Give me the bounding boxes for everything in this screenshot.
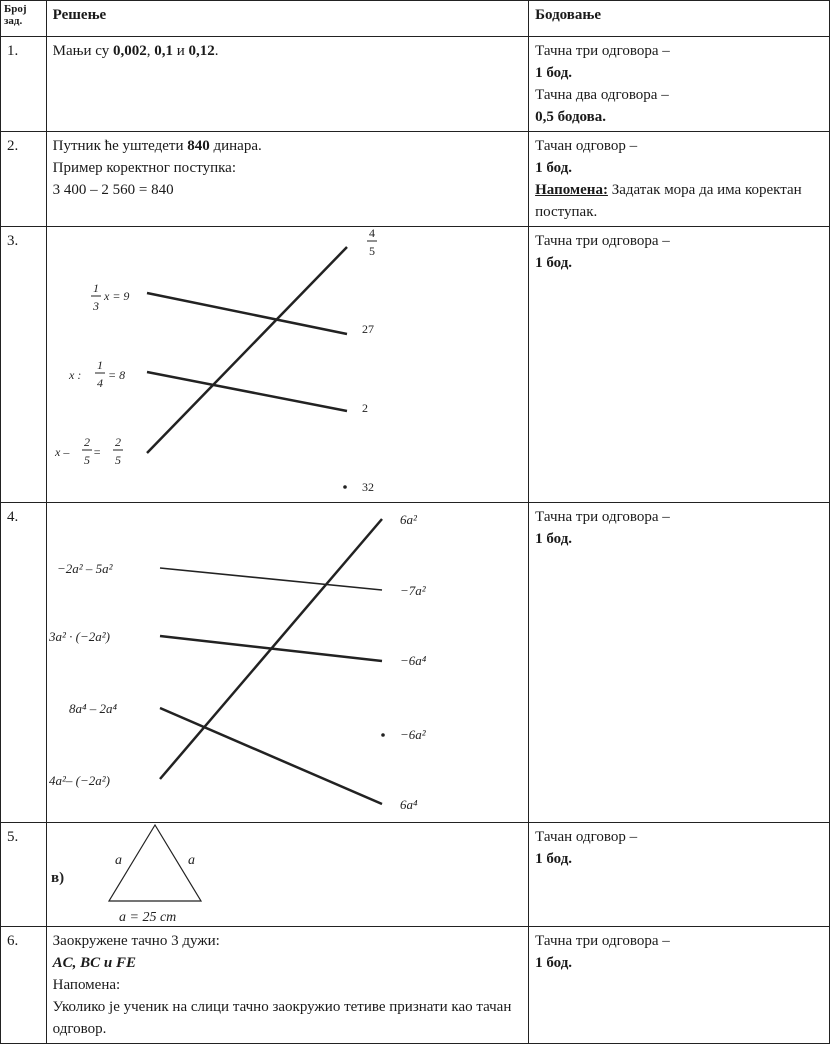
answer-4-5-numerator: 4 — [368, 226, 375, 240]
task-row-4 — [1, 503, 830, 823]
match-line-2 — [147, 372, 347, 411]
scoring-points: 1 бод. — [535, 160, 573, 176]
triangle-diagram — [47, 823, 512, 923]
procedure-label: Пример коректног поступка: — [52, 160, 236, 176]
matching-cell — [46, 227, 528, 503]
scoring-line: Тачна три одговора – — [535, 43, 670, 59]
equation-3-prefix: x – — [54, 445, 69, 459]
scoring-line: Тачна три одговора – — [535, 509, 670, 525]
header-row — [1, 1, 830, 37]
separator: , — [146, 43, 155, 59]
expression-2: 3a² · (−2a²) — [48, 629, 110, 644]
scoring-points: 1 бод. — [535, 531, 573, 547]
equation-3-numerator: 2 — [83, 435, 90, 449]
scoring-cell — [529, 227, 830, 503]
separator: и — [172, 43, 189, 59]
result-5: 6a⁴ — [399, 797, 418, 812]
solution-cell — [46, 37, 528, 132]
base-label: a = 25 cm — [118, 910, 176, 925]
answer-27: 27 — [361, 322, 374, 336]
solution-text: Заокружене тачно 3 дужи: — [52, 933, 220, 949]
answer-segments: AC, BC и FE — [52, 955, 137, 971]
answer-2: 2 — [361, 401, 368, 415]
answer-4-5-denominator: 5 — [368, 244, 375, 258]
solution-text: Путник ће уштедети — [52, 138, 188, 154]
scoring-points: 1 бод. — [535, 65, 573, 81]
task-row-3 — [1, 227, 830, 503]
answer-value: 840 — [187, 138, 210, 154]
match-line-4 — [160, 519, 382, 779]
answer-32-dot — [343, 485, 347, 489]
equation-1-numerator: 1 — [92, 281, 99, 295]
result-4: −6a² — [399, 727, 426, 742]
scoring-cell — [529, 132, 830, 227]
scoring-line: Тачна два одговора – — [535, 87, 669, 103]
triangle-cell — [46, 823, 528, 927]
scoring-points: 1 бод. — [535, 851, 573, 867]
match-line-1 — [160, 568, 382, 590]
expression-4: 4a²– (−2a²) — [48, 773, 110, 788]
note-text: Уколико је ученик на слици тачно заокружио тетиве признати као тачан одговор. — [52, 999, 512, 1037]
scoring-cell — [529, 503, 830, 823]
task-number: 3. — [1, 227, 47, 503]
equation-1-rest: x = 9 — [103, 289, 130, 303]
note-label: Напомена: — [52, 977, 121, 993]
result-1: 6a² — [399, 512, 417, 527]
task-number: 4. — [1, 503, 47, 823]
solution-cell — [46, 927, 528, 1044]
scoring-cell — [529, 823, 830, 927]
side-label-left: a — [114, 853, 122, 868]
task-row-6 — [1, 927, 830, 1044]
scoring-points: 1 бод. — [535, 955, 573, 971]
equation-3-rhs-denominator: 5 — [114, 453, 121, 467]
answer-value: 0,12 — [188, 43, 215, 59]
task-number: 1. — [1, 37, 47, 132]
equation-3-denominator: 5 — [83, 453, 90, 467]
task-row-5 — [1, 823, 830, 927]
matching-cell — [46, 503, 528, 823]
header-scoring: Бодовање — [529, 1, 830, 37]
solution-text: Мањи су — [52, 43, 113, 59]
task-number: 2. — [1, 132, 47, 227]
solution-text: динара. — [209, 138, 262, 154]
match-line-3 — [160, 708, 382, 804]
scoring-line: Тачан одговор – — [535, 138, 638, 154]
solution-cell — [46, 132, 528, 227]
equation-2-prefix: x : — [68, 368, 81, 382]
result-2: −7a² — [399, 583, 426, 598]
period: . — [214, 43, 219, 59]
matching-diagram-4 — [47, 503, 512, 821]
equation-3-rhs-numerator: 2 — [114, 435, 121, 449]
header-solution: Решење — [46, 1, 528, 37]
result-4-dot — [381, 733, 385, 737]
equation-3-equals: = — [92, 445, 101, 459]
scoring-line: Тачан одговор – — [535, 829, 638, 845]
task-number: 6. — [1, 927, 47, 1044]
scoring-points: 0,5 бодова. — [535, 109, 607, 125]
answer-32: 32 — [361, 480, 374, 494]
side-label-right: a — [187, 853, 195, 868]
scoring-line: Тачна три одговора – — [535, 233, 670, 249]
scoring-points: 1 бод. — [535, 255, 573, 271]
equation-2-rest: = 8 — [107, 368, 125, 382]
match-line-1 — [147, 293, 347, 334]
procedure-calculation: 3 400 – 2 560 = 840 — [52, 182, 174, 198]
answer-value: 0,1 — [154, 43, 173, 59]
match-line-3 — [147, 247, 347, 453]
scoring-line: Тачна три одговора – — [535, 933, 670, 949]
task-row-1 — [1, 37, 830, 132]
scoring-cell — [529, 927, 830, 1044]
expression-1: −2a² – 5a² — [56, 561, 113, 576]
task-number: 5. — [1, 823, 47, 927]
scoring-cell — [529, 37, 830, 132]
expression-3: 8a⁴ – 2a⁴ — [68, 701, 117, 716]
equation-2-denominator: 4 — [96, 376, 103, 390]
note-text: Задатак мора да има коректан поступак. — [535, 182, 802, 220]
option-label: в) — [50, 870, 64, 886]
matching-diagram-3 — [47, 227, 512, 501]
equation-1-denominator: 3 — [92, 299, 99, 313]
answer-value: 0,002 — [112, 43, 147, 59]
header-number: Број зад. — [1, 1, 47, 37]
task-row-2 — [1, 132, 830, 227]
note-label: Напомена: — [535, 182, 608, 198]
equation-2-numerator: 1 — [96, 358, 103, 372]
result-3: −6a⁴ — [399, 653, 426, 668]
